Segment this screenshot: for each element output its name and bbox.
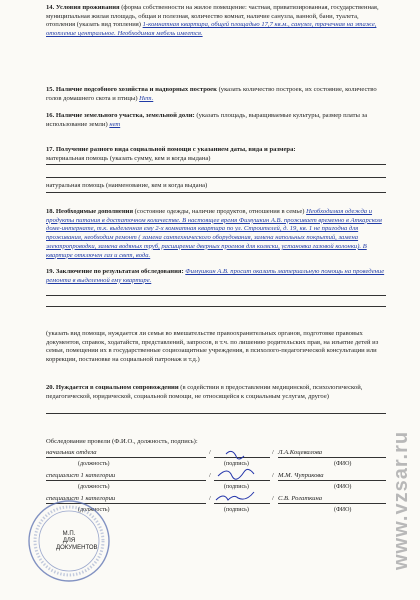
stamp-label: М.П. ДЛЯ ДОКУМЕНТОВ bbox=[56, 531, 98, 551]
section-14-title: 14. Условия проживания bbox=[46, 4, 120, 11]
caption-row: (должность) (подпись) (ФИО) bbox=[78, 507, 352, 513]
section-19-fill: Фимушкин А.В. просит оказать материальную помощь на проведение ремонта в выделенной ему квартире. bbox=[46, 268, 385, 284]
signer-name: Л.А.Коцевалова bbox=[278, 449, 323, 456]
signer-position: специалист 1 категории bbox=[46, 495, 116, 502]
section-15-fill: Нет. bbox=[139, 94, 154, 102]
section-19-title: 19. Заключение по результатам обследования: bbox=[46, 268, 184, 275]
section-15-title: 15. Наличие подсобного хозяйства и надворных построек bbox=[46, 86, 217, 93]
signer-row: специалист 1 категории / / С.В. Рогаткина bbox=[46, 495, 386, 509]
section-20-body: (в содействии в предоставлении медицинской, психологической, педагогической, юридической, социальной помощи, не относящейся к социальным услугам, другое) bbox=[46, 384, 363, 400]
assistance-note: (указать вид помощи, нуждается ли семья во вмешательстве правоохранительных органов, подготовке правовых документов, справок, ходатайств, представлений, запросов, в т.ч. по лишению родительских прав, на изъятие детей из семьи, помещении их в государственные социозащитные учреждения, в психолого-педагогической консультации или коррекции, постановке на социальной патронаж и т.д.) bbox=[46, 330, 379, 364]
caption-row: (должность) (подпись) (ФИО) bbox=[78, 484, 352, 490]
section-19 bbox=[46, 268, 386, 307]
section-17-title: 17. Получение разного вида социальной помощи с указанием даты, вида и размера: bbox=[46, 146, 296, 153]
section-14-fill: 1-комнатная квартира, общей площадью 17,7 кв.м., санузел, трачечная на этаже, отопление центральное. Необходимая мебель имеется. bbox=[46, 21, 377, 38]
signer-row: начальник отдела / / Л.А.Коцевалова bbox=[46, 449, 386, 463]
section-17 bbox=[46, 146, 386, 193]
section-16-body: (указать площадь, выращиваемые культуры, размер платы за использование земли) bbox=[46, 112, 368, 128]
signer-position: специалист 1 категории bbox=[46, 472, 116, 479]
signer-name: М.М. Чуприкова bbox=[278, 472, 324, 479]
section-16-title: 16. Наличие земельного участка, земельной доли: bbox=[46, 112, 195, 119]
section-16 bbox=[46, 112, 386, 129]
caption-row: (должность) (подпись) (ФИО) bbox=[78, 461, 352, 467]
section-20 bbox=[46, 384, 386, 414]
section-15-body: (указать количество построек, их состояние, количество голов домашнего скота и птицы) bbox=[46, 86, 377, 102]
section-18 bbox=[46, 208, 386, 260]
survey-label: Обследование провели (Ф.И.О., должность, подпись): bbox=[46, 438, 198, 445]
section-18-body: (состояние одежды, наличие продуктов, отношения в семье) bbox=[133, 208, 307, 215]
section-18-title: 18. Необходимые дополнения bbox=[46, 208, 134, 215]
watermark: www.vzsar.ru bbox=[390, 430, 412, 570]
signature-icon bbox=[214, 444, 274, 514]
section-18-fill: Необходимая одежда и продукты питания в достаточном количестве. В настоящее время Фимушкин А.В. проживает временно в Аткарском доме-интернате, т.к. выделенная ему 2-х комнатная квартира по ул. Строителей, д. 19, кв. 1 не пригодна для проживания, необходим ремонт ( замена сантехнического оборудования, замена напольных покрытий, замена электропроводки, замена водяных труб, расширение дверных проемов для коляски, установка газовой колонки). В квартире отключен газ и свет, вода. bbox=[46, 208, 382, 259]
signer-position: начальник отдела bbox=[46, 449, 97, 456]
section-14 bbox=[46, 4, 386, 39]
section-15 bbox=[46, 86, 386, 103]
section-17-line2: натуральная помощь (наименование, кем и когда выдана) bbox=[46, 182, 386, 193]
section-14-body: (форма собственности на жилое помещение: частная, приватизированная, государственная, муниципальная жилая площадь, общая и полезная, количество комнат, наличие санузла, ванной, бани, туалета, отопления (указать вид топления) bbox=[46, 4, 379, 29]
section-17-line1: материальная помощь (указать сумму, кем и когда выдана) bbox=[46, 155, 386, 165]
section-16-fill: нет bbox=[109, 120, 121, 128]
signer-name: С.В. Рогаткина bbox=[278, 495, 323, 502]
section-20-title: 20. Нуждается в социальном сопровождении bbox=[46, 384, 179, 391]
signer-row: специалист 1 категории / / М.М. Чуприкова bbox=[46, 472, 386, 486]
